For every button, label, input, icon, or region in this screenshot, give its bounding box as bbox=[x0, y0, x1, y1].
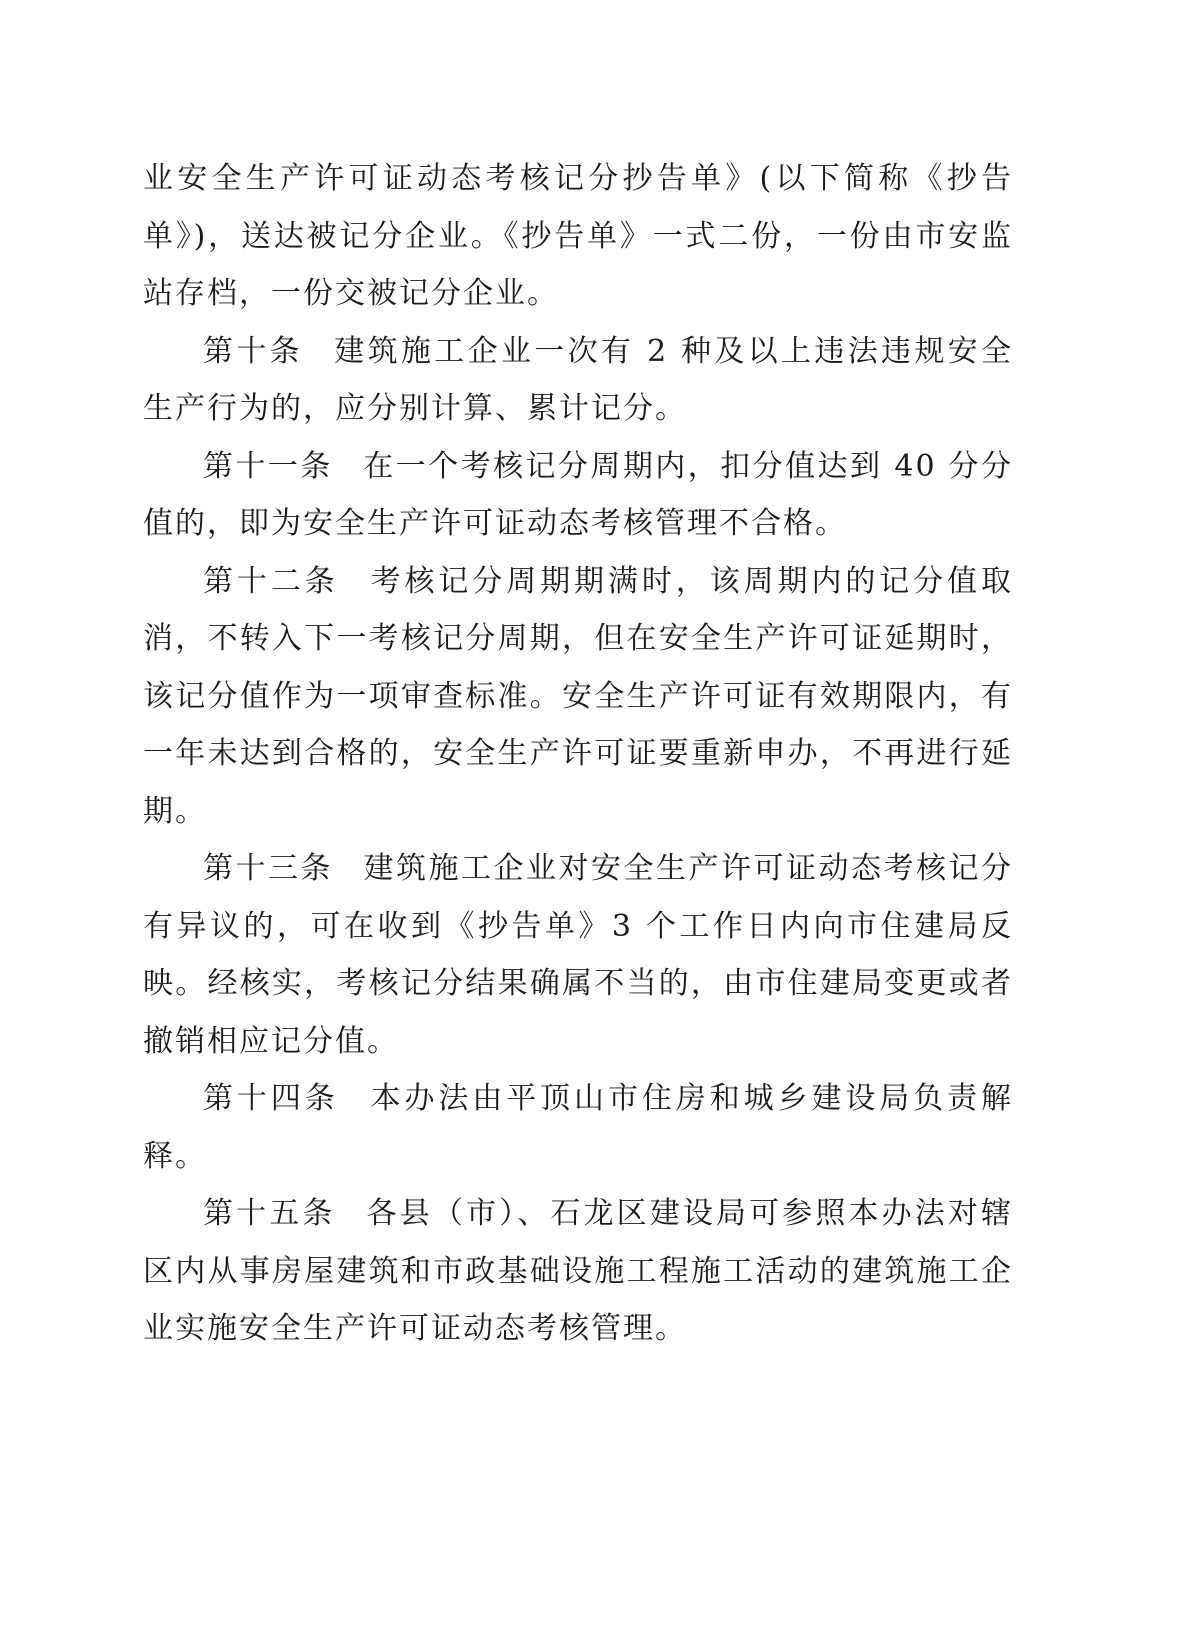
article-text: 建筑施工企业一次有 2 种及以上违法违规安全生产行为的，应分别计算、累计记分。 bbox=[143, 333, 1013, 426]
article-12 bbox=[143, 553, 1013, 841]
article-14 bbox=[143, 1070, 1013, 1185]
document-body bbox=[143, 150, 1013, 1358]
article-10 bbox=[143, 323, 1013, 438]
article-number: 第十条 bbox=[203, 333, 303, 369]
article-text: 考核记分周期期满时，该周期内的记分值取消，不转入下一考核记分周期，但在安全生产许可证延期时，该记分值作为一项审查标准。安全生产许可证有效期限内，有一年未达到合格的，安全生产许可证要重新申办，不再进行延期。 bbox=[143, 563, 1014, 829]
article-text: 建筑施工企业对安全生产许可证动态考核记分有异议的，可在收到《抄告单》3 个工作日内向市住建局反映。经核实，考核记分结果确属不当的，由市住建局变更或者撤销相应记分值。 bbox=[143, 851, 1013, 1059]
article-13 bbox=[143, 840, 1013, 1070]
article-number: 第十四条 bbox=[203, 1081, 339, 1116]
article-number: 第十一条 bbox=[203, 448, 333, 484]
paragraph-text: 业安全生产许可证动态考核记分抄告单》(以下简称《抄告单》)，送达被记分企业。《抄告单》一式二份，一份由市安监站存档，一份交被记分企业。 bbox=[143, 161, 1013, 311]
article-text: 本办法由平顶山市住房和城乡建设局负责解释。 bbox=[143, 1081, 1014, 1174]
article-15 bbox=[143, 1185, 1013, 1358]
article-11 bbox=[143, 438, 1013, 553]
continuation-paragraph bbox=[143, 150, 1013, 323]
article-text: 在一个考核记分周期内，扣分值达到 40 分分值的，即为安全生产许可证动态考核管理不合格。 bbox=[143, 448, 1014, 541]
article-number: 第十二条 bbox=[203, 563, 339, 599]
article-text: 各县（市）、石龙区建设局可参照本办法对辖区内从事房屋建筑和市政基础设施工程施工活动的建筑施工企业实施安全生产许可证动态考核管理。 bbox=[143, 1196, 1013, 1346]
article-number: 第十三条 bbox=[203, 851, 333, 886]
article-number: 第十五条 bbox=[203, 1196, 336, 1231]
